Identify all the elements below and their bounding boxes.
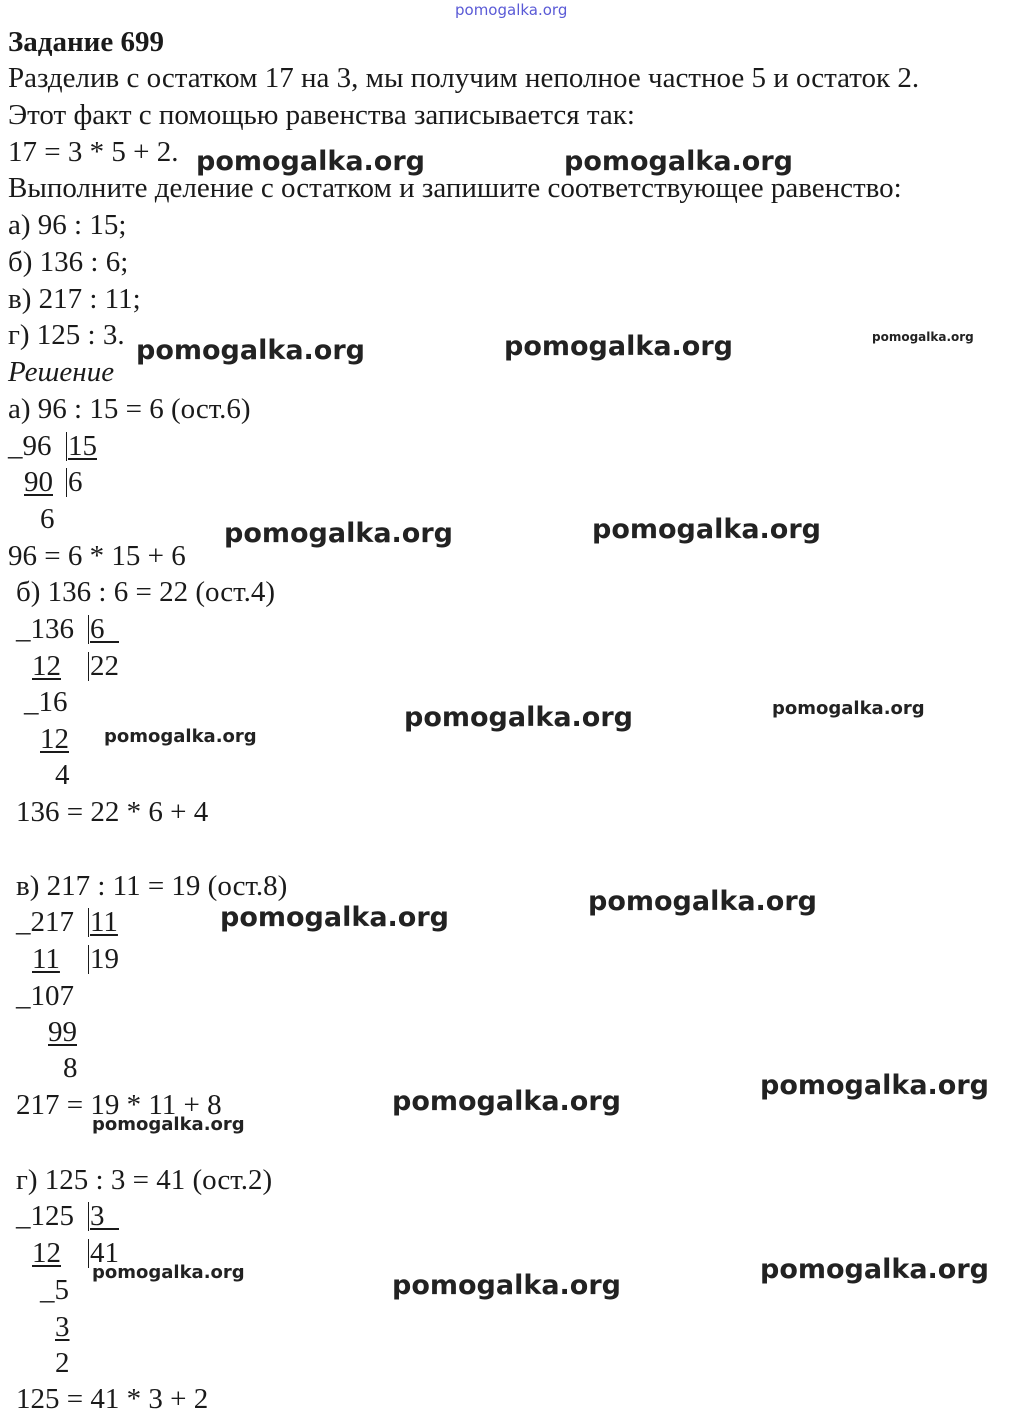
solution-equation-a: 96 = 6 * 15 + 6 [8, 540, 186, 572]
solution-equation-b: 136 = 22 * 6 + 4 [16, 796, 209, 828]
solution-statement-c: в) 217 : 11 = 19 (ост.8) [16, 870, 288, 902]
long-division-partial: _16 [24, 686, 68, 718]
long-division-divisor: 15 [68, 430, 97, 462]
long-division-subtrahend: 12 [40, 723, 69, 755]
long-division-remainder: 6 [40, 503, 55, 535]
long-division-quotient: 19 [90, 943, 119, 975]
long-division-subtrahend: 12 [32, 650, 61, 682]
watermark: pomogalka.org [455, 1, 568, 19]
long-division-subtrahend: 11 [32, 943, 60, 975]
task-item: г) 125 : 3. [8, 319, 125, 351]
watermark: pomogalka.org [760, 1254, 989, 1285]
solution-statement-b: б) 136 : 6 = 22 (ост.4) [16, 576, 275, 608]
solution-equation-c: 217 = 19 * 11 + 8 [16, 1089, 222, 1121]
watermark: pomogalka.org [772, 698, 925, 719]
watermark: pomogalka.org [588, 886, 817, 917]
task-line: Этот факт с помощью равенства записывается так: [8, 99, 635, 131]
long-division-dividend: _136 [16, 613, 74, 645]
long-division-remainder: 4 [55, 759, 70, 791]
task-line: 17 = 3 * 5 + 2. [8, 136, 179, 168]
solution-equation-d: 125 = 41 * 3 + 2 [16, 1383, 209, 1415]
task-item: в) 217 : 11; [8, 283, 141, 315]
solution-statement-a: а) 96 : 15 = 6 (ост.6) [8, 393, 251, 425]
watermark: pomogalka.org [92, 1114, 245, 1135]
long-division-partial: _5 [40, 1274, 69, 1306]
long-division-dividend: _125 [16, 1200, 74, 1232]
task-line: Разделив с остатком 17 на 3, мы получим неполное частное 5 и остаток 2. [8, 62, 920, 94]
watermark: pomogalka.org [404, 702, 633, 733]
task-line: Выполните деление с остатком и запишите соответствующее равенство: [8, 172, 902, 204]
watermark: pomogalka.org [592, 514, 821, 545]
task-item: б) 136 : 6; [8, 246, 129, 278]
watermark: pomogalka.org [220, 902, 449, 933]
long-division-subtrahend: 12 [32, 1237, 61, 1269]
watermark: pomogalka.org [760, 1070, 989, 1101]
long-division-divisor: 3 [88, 1202, 119, 1231]
watermark: pomogalka.org [504, 331, 733, 362]
long-division-subtrahend: 90 [24, 466, 53, 498]
long-division-dividend: _217 [16, 906, 74, 938]
watermark: pomogalka.org [392, 1086, 621, 1117]
watermark: pomogalka.org [196, 146, 425, 177]
long-division-remainder: 8 [63, 1052, 78, 1084]
watermark: pomogalka.org [92, 1262, 245, 1283]
watermark: pomogalka.org [224, 518, 453, 549]
watermark: pomogalka.org [392, 1270, 621, 1301]
long-division-partial: _107 [16, 980, 74, 1012]
long-division-subtrahend: 99 [48, 1016, 77, 1048]
long-division-dividend: _96 [8, 430, 52, 462]
long-division-divisor: 6 [88, 615, 119, 644]
long-division-quotient: 41 [90, 1237, 119, 1269]
long-division-divisor: 11 [90, 906, 118, 938]
solution-heading: Решение [8, 356, 115, 388]
task-item: а) 96 : 15; [8, 209, 127, 241]
solution-statement-d: г) 125 : 3 = 41 (ост.2) [16, 1164, 273, 1196]
long-division-quotient: 6 [68, 466, 83, 498]
long-division-quotient: 22 [90, 650, 119, 682]
long-division-remainder: 2 [55, 1347, 70, 1379]
watermark: pomogalka.org [104, 726, 257, 747]
long-division-subtrahend: 3 [55, 1311, 70, 1343]
watermark: pomogalka.org [872, 330, 974, 344]
watermark: pomogalka.org [136, 335, 365, 366]
task-title: Задание 699 [8, 26, 165, 58]
watermark: pomogalka.org [564, 146, 793, 177]
